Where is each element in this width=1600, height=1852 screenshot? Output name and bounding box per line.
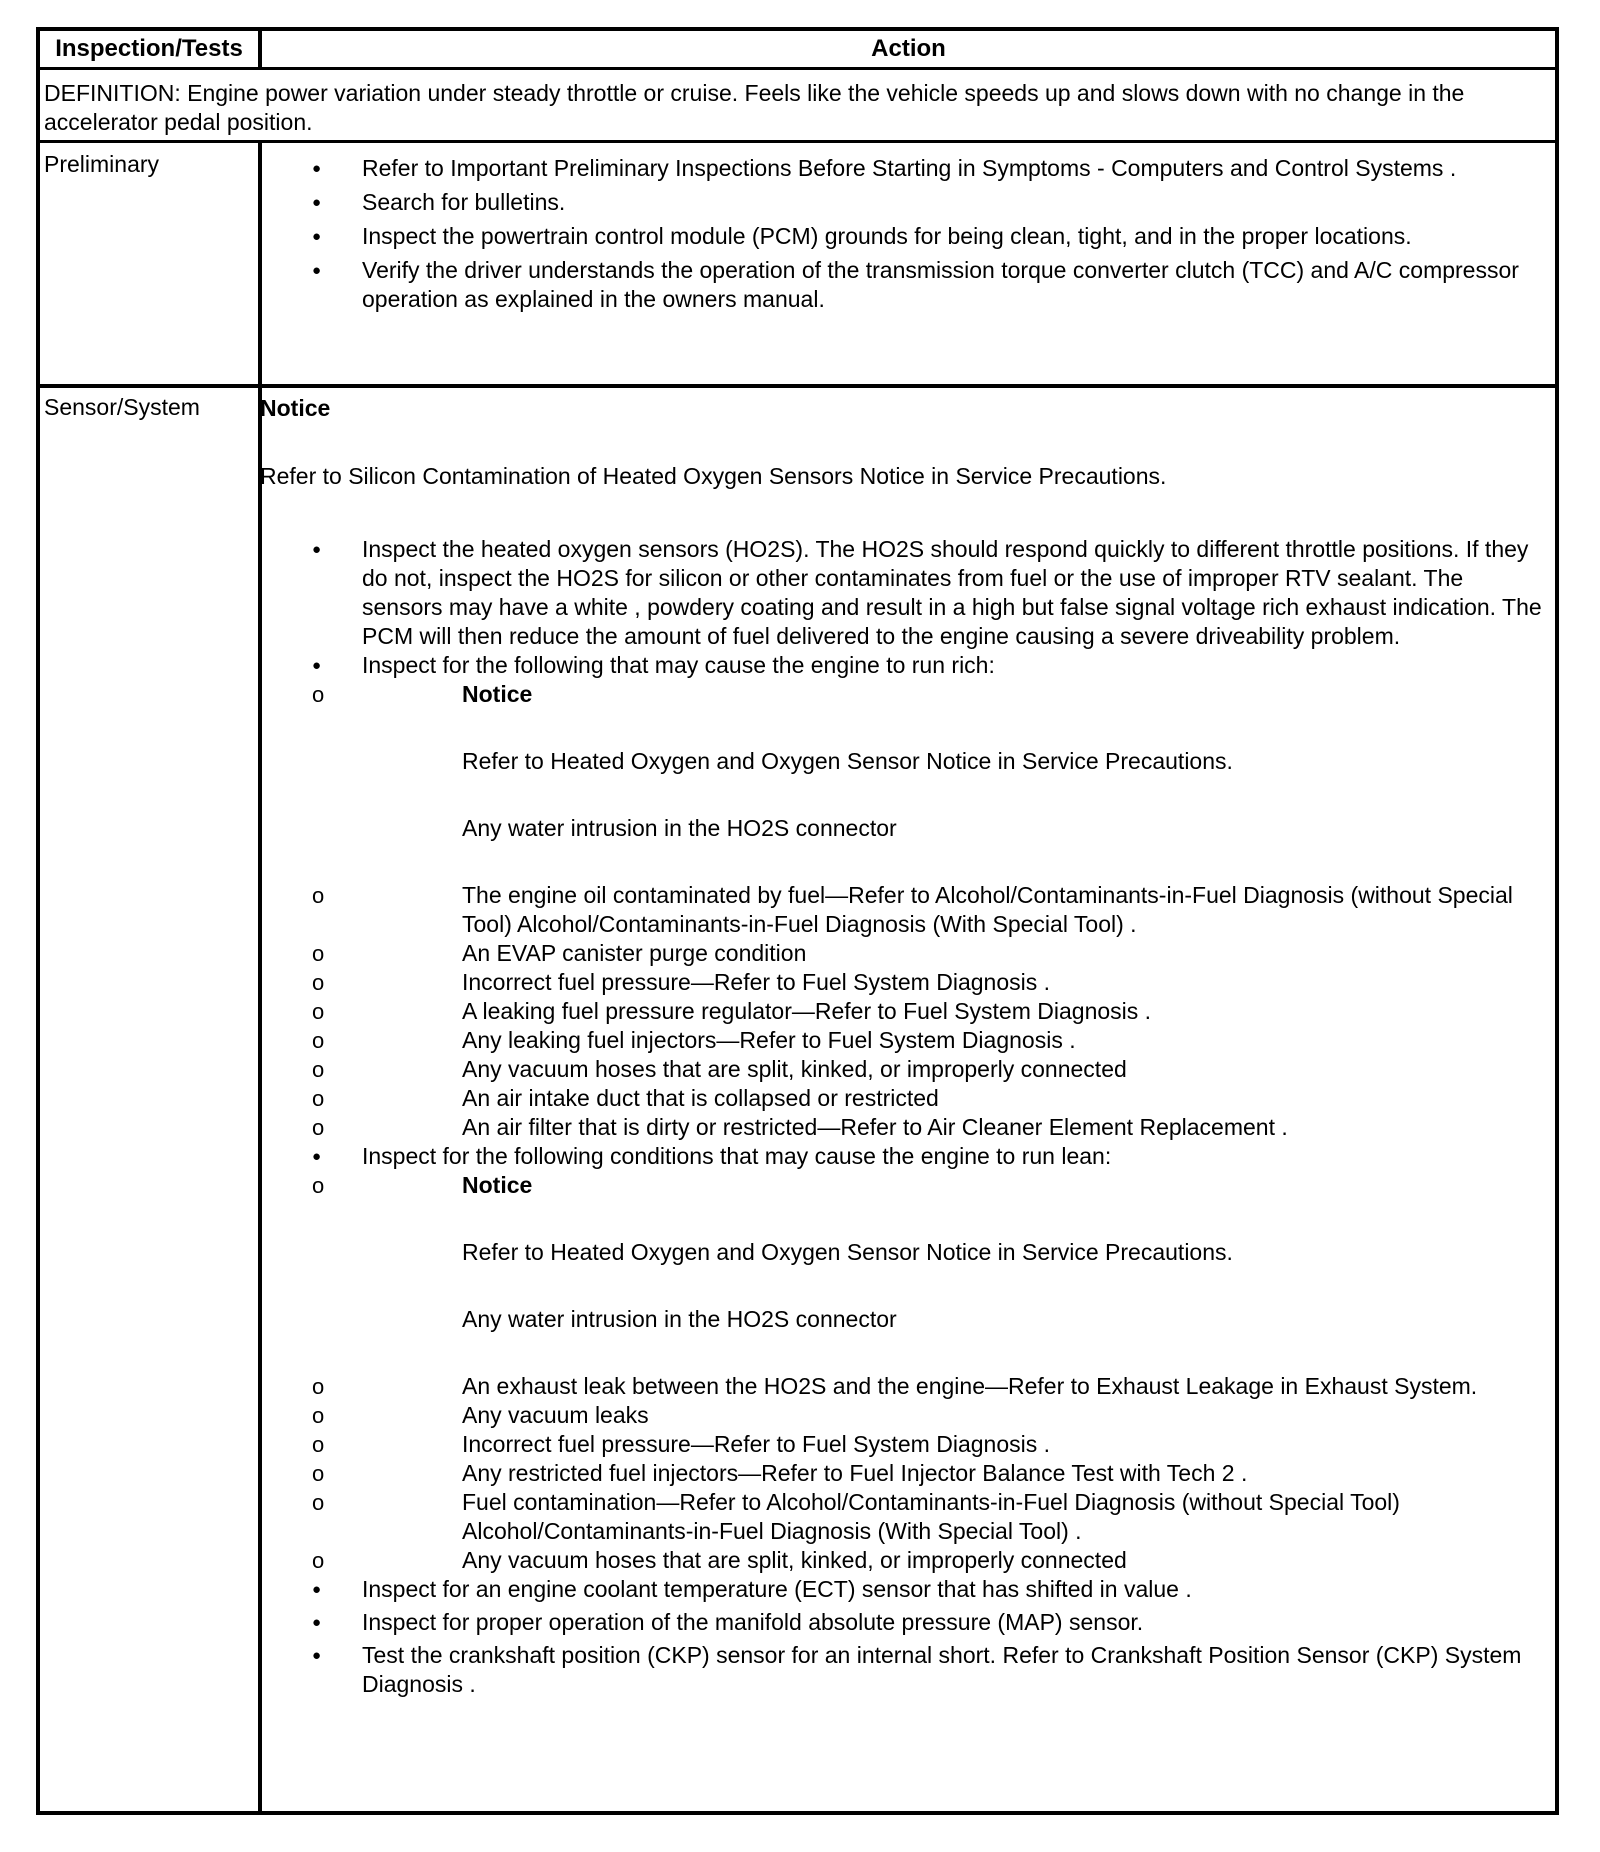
header-divider — [40, 67, 1555, 70]
sensor-item: ● Inspect the heated oxygen sensors (HO2S). The HO2S should respond quickly to different throttle positions. If they do not, inspect the HO2S for silicon or other contaminates from fuel or the use of improper RTV sealant. The sensors may have a white , powdery coating and result in a high but false signal voltage rich exhaust indication. The PCM will then reduce the amount of fuel delivered to the engine causing a severe driveability problem. — [262, 535, 1547, 651]
preliminary-label: Preliminary — [44, 151, 160, 177]
rich-notice-item: o Notice — [262, 680, 1547, 709]
preliminary-item: ● Inspect the powertrain control module (PCM) grounds for being clean, tight, and in the proper locations. — [262, 222, 1547, 251]
rich-notice-text: Refer to Heated Oxygen and Oxygen Sensor Notice in Service Precautions. — [462, 748, 1233, 774]
rich-item: o Any vacuum hoses that are split, kinked, or improperly connected — [262, 1055, 1547, 1084]
rich-item: o Any leaking fuel injectors—Refer to Fuel System Diagnosis . — [262, 1026, 1547, 1055]
definition-text: DEFINITION: Engine power variation under steady throttle or cruise. Feels like the vehicle speeds up and slows down with no change in the accelerator pedal position. — [44, 80, 1465, 135]
preliminary-item: ● Refer to Important Preliminary Inspections Before Starting in Symptoms - Computers and Control Systems . — [262, 154, 1547, 183]
rich-item: o The engine oil contaminated by fuel—Refer to Alcohol/Contaminants-in-Fuel Diagnosis (without Special Tool) Alcohol/Contaminants-in-Fuel Diagnosis (With Special Tool) . — [262, 881, 1547, 939]
sensor-item: ● Test the crankshaft position (CKP) sensor for an internal short. Refer to Crankshaft Position Sensor (CKP) System Diagnosis . — [262, 1641, 1547, 1699]
lean-item: o Any restricted fuel injectors—Refer to Fuel Injector Balance Test with Tech 2 . — [262, 1459, 1547, 1488]
lean-water-text: Any water intrusion in the HO2S connector — [462, 1306, 897, 1332]
preliminary-item: ● Verify the driver understands the operation of the transmission torque converter clutch (TCC) and A/C compressor operation as explained in the owners manual. — [262, 256, 1547, 314]
lean-item: o Any vacuum hoses that are split, kinked, or improperly connected — [262, 1546, 1547, 1575]
diagnostic-table — [36, 27, 1559, 1815]
sensor-item: ● Inspect for the following that may cause the engine to run rich: o Notice Refer to Heated Oxygen and Oxygen Sensor Notice in Service Precautions. Any water intrusion in the HO2S connector o The engine oil contaminated by fuel—Refer to Alcohol/Contaminants-in-Fuel Diagnosis (without Special Tool) Alcohol/Contaminants-in-Fuel Diagnosis (With Special Tool) . o An EVAP canister purge condition o Incorrect fuel pressure—Refer to Fuel System Diagnosis . o A leaking fuel pressure regulator—Refer to Fuel System Diagnosis . o Any leaking fuel injectors—Refer to Fuel System Diagnosis . o Any vacuum hoses that are split, kinked, or improperly connected o An air intake duct that is collapsed or restricted o An air filter that is dirty or restricted—Refer to Air Cleaner Element Replacement . — [262, 651, 1547, 1142]
lean-item: o Fuel contamination—Refer to Alcohol/Contaminants-in-Fuel Diagnosis (without Special Tool) Alcohol/Contaminants-in-Fuel Diagnosis (With Special Tool) . — [262, 1488, 1547, 1546]
rich-item: o An air filter that is dirty or restricted—Refer to Air Cleaner Element Replacement . — [262, 1113, 1547, 1142]
sensor-item: ● Inspect for an engine coolant temperature (ECT) sensor that has shifted in value . — [262, 1575, 1547, 1604]
preliminary-divider — [40, 384, 1555, 388]
notice-text: Refer to Silicon Contamination of Heated Oxygen Sensors Notice in Service Precautions. — [260, 463, 1167, 489]
definition-divider — [40, 140, 1555, 143]
rich-water-text: Any water intrusion in the HO2S connector — [462, 815, 897, 841]
sensor-system-content — [262, 394, 1547, 1699]
preliminary-content — [262, 154, 1547, 314]
sensor-system-label: Sensor/System — [44, 394, 200, 420]
lean-item: o Incorrect fuel pressure—Refer to Fuel System Diagnosis . — [262, 1430, 1547, 1459]
preliminary-item: ● Search for bulletins. — [262, 188, 1547, 217]
header-column-divider — [258, 31, 262, 70]
rich-item: o A leaking fuel pressure regulator—Refer to Fuel System Diagnosis . — [262, 997, 1547, 1026]
notice-heading: Notice — [260, 395, 331, 421]
lean-item: o Any vacuum leaks — [262, 1401, 1547, 1430]
rich-item: o Incorrect fuel pressure—Refer to Fuel System Diagnosis . — [262, 968, 1547, 997]
rich-item: o An EVAP canister purge condition — [262, 939, 1547, 968]
rich-item: o An air intake duct that is collapsed or restricted — [262, 1084, 1547, 1113]
lean-notice-text: Refer to Heated Oxygen and Oxygen Sensor Notice in Service Precautions. — [462, 1239, 1233, 1265]
lean-notice-item: o Notice — [262, 1171, 1547, 1200]
sensor-item: ● Inspect for the following conditions that may cause the engine to run lean: o Notice Refer to Heated Oxygen and Oxygen Sensor Notice in Service Precautions. Any water intrusion in the HO2S connector o An exhaust leak between the HO2S and the engine—Refer to Exhaust Leakage in Exhaust System. o Any vacuum leaks o Incorrect fuel pressure—Refer to Fuel System Diagnosis . o Any restricted fuel injectors—Refer to Fuel Injector Balance Test with Tech 2 . o Fuel contamination—Refer to Alcohol/Contaminants-in-Fuel Diagnosis (without Special Tool) Alcohol/Contaminants-in-Fuel Diagnosis (With Special Tool) . o Any vacuum hoses that are split, kinked, or improperly connected — [262, 1142, 1547, 1575]
header-inspection-tests: Inspection/Tests — [55, 35, 243, 62]
header-action: Action — [871, 35, 946, 62]
lean-item: o An exhaust leak between the HO2S and the engine—Refer to Exhaust Leakage in Exhaust System. — [262, 1372, 1547, 1401]
sensor-item: ● Inspect for proper operation of the manifold absolute pressure (MAP) sensor. — [262, 1608, 1547, 1637]
